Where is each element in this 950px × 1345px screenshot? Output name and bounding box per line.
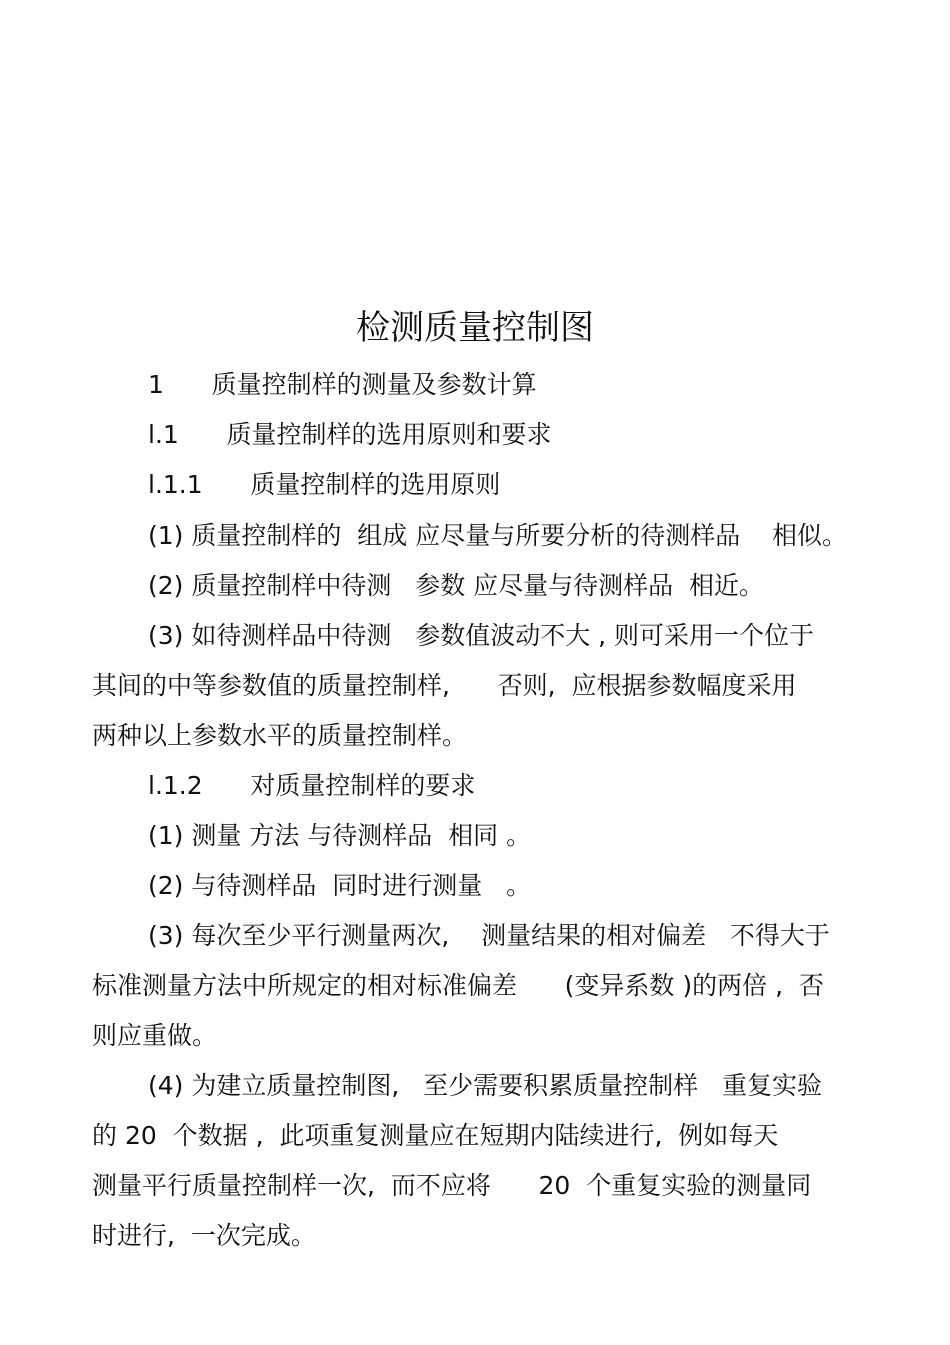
paragraph-line: (1) 测量 方法 与待测样品 相同 。 [148,821,532,850]
paragraph-line: 其间的中等参数值的质量控制样, 否则, 应根据参数幅度采用 [92,671,797,700]
document-title: 检测质量控制图 [356,308,594,348]
paragraph-line: 则应重做。 [92,1021,218,1050]
paragraph-line: (3) 如待测样品中待测 参数值波动不大 , 则可采用一个位于 [148,621,815,650]
section-heading-1-1-1: l.1.1 质量控制样的选用原则 [148,470,501,499]
section-heading-1-1-2: l.1.2 对质量控制样的要求 [148,771,476,800]
paragraph-line: (2) 质量控制样中待测 参数 应尽量与待测样品 相近。 [148,571,765,600]
paragraph-line: 标准测量方法中所规定的相对标准偏差 (变异系数 )的两倍 , 否 [92,971,824,1000]
paragraph-line: (4) 为建立质量控制图, 至少需要积累质量控制样 重复实验 [148,1071,822,1100]
paragraph-line: 时进行, 一次完成。 [92,1221,316,1250]
paragraph-line: (2) 与待测样品 同时进行测量 。 [148,871,532,900]
paragraph-line: 的 20 个数据 , 此项重复测量应在短期内陆续进行, 例如每天 [92,1121,779,1150]
paragraph-line: 两种以上参数水平的质量控制样。 [92,721,468,750]
section-heading-1-1: l.1 质量控制样的选用原则和要求 [148,420,552,449]
paragraph-line: 测量平行质量控制样一次, 而不应将 20 个重复实验的测量同 [92,1171,812,1200]
section-heading-1: 1 质量控制样的测量及参数计算 [148,370,537,399]
paragraph-line: (1) 质量控制样的 组成 应尽量与所要分析的待测样品 相似。 [148,521,847,550]
paragraph-line: (3) 每次至少平行测量两次, 测量结果的相对偏差 不得大于 [148,921,830,950]
